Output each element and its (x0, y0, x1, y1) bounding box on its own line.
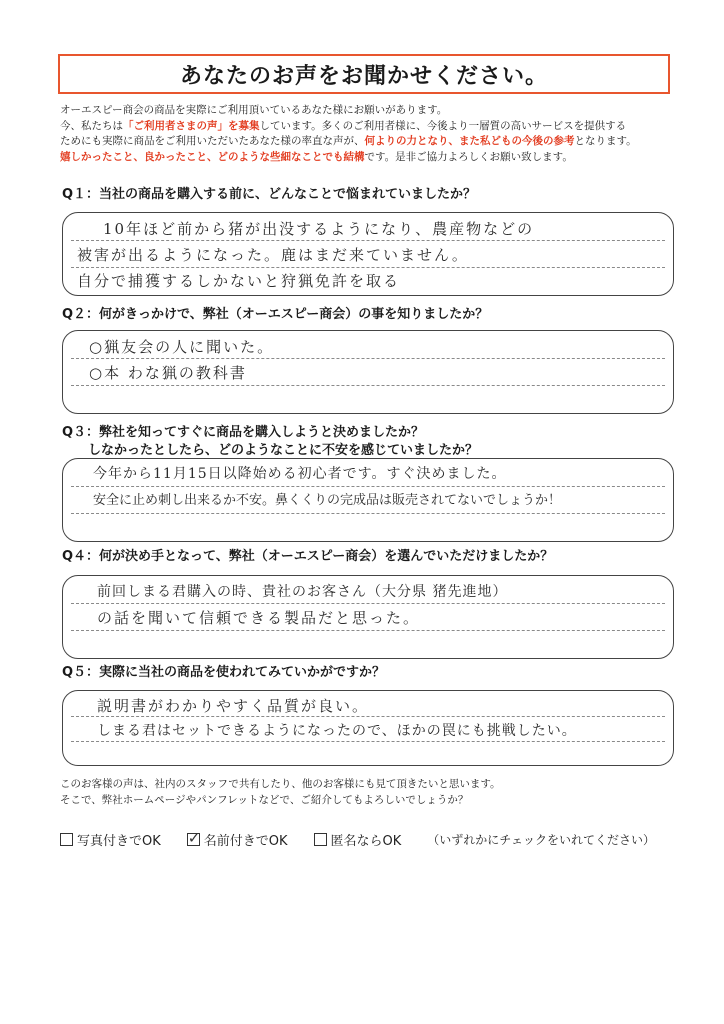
answer-2-line-2: ○本 わな猟の教科書 (89, 364, 247, 382)
answer-4-line-1: 前回しまる君購入の時、貴社のお客さん（大分県 猪先進地） (97, 584, 508, 600)
checkbox-anonymous[interactable] (314, 833, 327, 846)
answer-rule (71, 716, 665, 717)
consent-line-1: このお客様の声は、社内のスタッフで共有したり、他のお客様にも見て頂きたいと思います。 (60, 778, 501, 790)
title-box (58, 54, 670, 94)
intro-line-2 (60, 119, 680, 135)
answer-box-4 (62, 575, 674, 659)
answer-box-2 (62, 330, 674, 414)
answer-box-5 (62, 690, 674, 766)
intro-line-3b-emphasis: 何よりの力となり、また私どもの今後の参考 (364, 135, 575, 147)
answer-1-line-1: 10年ほど前から猪が出没するようになり、農産物などの (103, 220, 535, 238)
checkbox-note: （いずれかにチェックをいれてください） (427, 833, 655, 847)
option-name-ok[interactable] (187, 830, 288, 849)
answer-3-line-2: 安全に止め刺し出来るか不安。鼻くくりの完成品は販売されてないでしょうか！ (93, 493, 562, 508)
intro-line-4a-emphasis: 嬉しかったこと、良かったこと、どのような些細なことでも結構 (60, 150, 365, 163)
checkbox-photo[interactable] (60, 833, 73, 846)
intro-line-4 (60, 150, 680, 166)
question-4: Q４：何が決め手となって、弊社（オーエスピー商会）を選んでいただけましたか？ (62, 549, 554, 564)
answer-2-line-1: ○猟友会の人に聞いた。 (89, 338, 275, 356)
answer-rule (71, 267, 665, 268)
answer-1-line-2: 被害が出るようになった。鹿はまだ来ていません。 (77, 246, 469, 264)
answer-3-line-1: 今年から11月15日以降始める初心者です。すぐ決めました。 (93, 466, 507, 482)
question-5: Q５：実際に当社の商品を使われてみていかがですか？ (62, 665, 386, 680)
consent-options (60, 830, 700, 849)
answer-1-line-3: 自分で捕獲するしかないと狩猟免許を取る (77, 272, 401, 290)
answer-rule (71, 486, 665, 487)
intro-line-4b: です。是非ご協力よろしくお願い致します。 (364, 150, 573, 163)
page-title: あなたのお声をお聞かせください。 (179, 63, 548, 89)
intro-line-2a: 今、私たちは (60, 119, 123, 132)
answer-box-3 (62, 458, 674, 542)
intro-line-3a: ためにも実際に商品をご利用いただいたあなた様の率直な声が、 (60, 135, 365, 147)
answer-rule (71, 385, 665, 386)
option-anonymous-ok[interactable] (314, 830, 402, 849)
intro-line-3c: となります。 (574, 135, 637, 147)
consent-line-2: そこで、弊社ホームページやパンフレットなどで、ご紹介してもよろしいでしょうか？ (60, 793, 469, 806)
intro-line-1-text: オーエスピー商会の商品を実際にご利用頂いているあなた様にお願いがあります。 (60, 104, 448, 116)
checkbox-name-checked[interactable] (187, 833, 200, 846)
answer-rule (71, 513, 665, 514)
intro-line-1 (60, 103, 680, 119)
question-3: Q３：弊社を知ってすぐに商品を購入しようと決めましたか？ しなかったとしたら、どのようなことに不安を感じていましたか？ (62, 425, 479, 458)
intro-line-2c: しています。多くのご利用者様に、今後より一層質の高いサービスを提供する (259, 119, 627, 132)
question-2: Q２：何がきっかけで、弊社（オーエスピー商会）の事を知りましたか？ (62, 307, 489, 322)
intro-text (60, 103, 680, 165)
answer-rule (71, 240, 665, 241)
answer-rule (71, 741, 665, 742)
intro-line-2b-emphasis: 「ご利用者さまの声」を募集 (123, 119, 260, 132)
answer-5-line-2: しまる君はセットできるようになったので、ほかの罠にも挑戦したい。 (97, 723, 577, 739)
answer-4-line-2: の話を聞いて信頼できる製品だと思った。 (97, 609, 421, 627)
answer-box-1 (62, 212, 674, 296)
option-photo-label: 写真付きでOK (77, 834, 161, 849)
answer-rule (71, 358, 665, 359)
answer-rule (71, 630, 665, 631)
intro-line-3 (60, 134, 680, 150)
consent-text (60, 777, 680, 808)
question-1: Q１：当社の商品を購入する前に、どんなことで悩まれていましたか？ (62, 187, 477, 202)
option-photo-ok[interactable] (60, 830, 161, 849)
option-anonymous-label: 匿名ならOK (330, 834, 402, 849)
answer-5-line-1: 説明書がわかりやすく品質が良い。 (97, 697, 370, 715)
option-name-label: 名前付きでOK (203, 834, 288, 849)
answer-rule (71, 603, 665, 604)
